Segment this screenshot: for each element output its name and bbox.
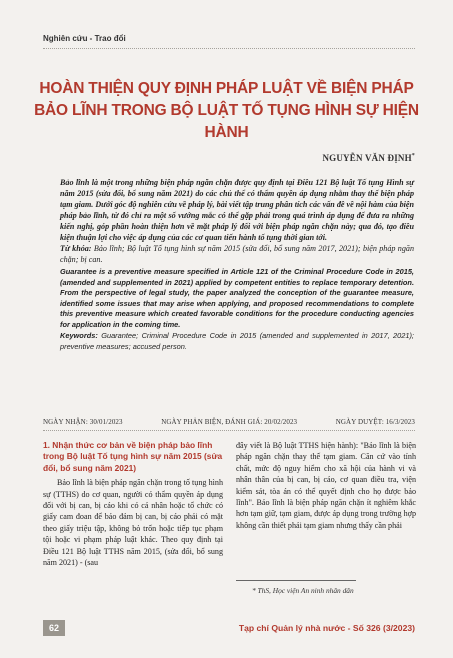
keywords-english [60,331,414,352]
dates-divider [43,430,415,431]
keywords-english-text: Guarantee; Criminal Procedure Code in 2015 (amended and supplemented in 2017, 2021); preventive measures; accused person. [60,331,414,351]
body-column-left [43,440,223,568]
date-approved: NGÀY DUYỆT: 16/3/2023 [335,418,415,426]
footnote: * ThS, Học viện An ninh nhân dân [252,586,354,595]
author-name-text: NGUYỄN VĂN ĐỊNH [322,153,412,163]
header-divider [43,48,415,49]
article-title [30,78,423,144]
body-column-right [236,440,416,531]
abstract-english: Guarantee is a preventive measure specified in Article 121 of the Criminal Procedure Code in 2015, (amended and supplemented in 2021) applied by competent entities to replace temporary detention. From the perspective of legal study, the paper analyzed the conception of the guarantee measure, identified some issues that may arise when applying, and proposed recommendations to complete this preventive measure which created favorable conditions for the procedure conducting agencies for application in the coming time. [60,267,414,329]
author-footnote-mark: * [411,153,415,159]
section-heading: 1. Nhận thức cơ bản về biện pháp bảo lĩnh trong Bộ luật Tố tụng hình sự năm 2015 (sửa đổi, bổ sung năm 2021) [43,440,223,473]
footnote-divider [236,580,356,581]
abstract-vietnamese: Bảo lĩnh là một trong những biện pháp ngăn chặn được quy định tại Điều 121 Bộ luật Tố tụng Hình sự năm 2015 (sửa đổi, bổ sung năm 2021) do các chủ thể có thẩm quyền áp dụng nhằm thay thế biện pháp tạm giam. Dưới góc độ nghiên cứu về pháp lý, bài viết tập trung phân tích các vấn đề về nội hàm của biện pháp bảo lĩnh, từ đó chỉ ra một số vướng mắc có thể gặp phải trong quá trình áp dụng để đưa ra những kiến nghị, góp phần hoàn thiện hơn về mặt pháp lý đối với biện pháp ngăn chặn này; qua đó, tạo điều kiện thuận lợi cho việc áp dụng của các cơ quan tiến hành tố tụng thời gian tới. [60,178,414,242]
keywords-vietnamese [60,244,414,266]
keywords-vietnamese-label: Từ khóa: [60,244,92,254]
article-dates [43,418,415,426]
journal-name: Tạp chí Quản lý nhà nước - Số 326 (3/2023) [238,623,415,633]
keywords-english-label: Keywords: [60,331,98,341]
body-paragraph-left: Bảo lĩnh là biện pháp ngăn chặn trong tố tụng hình sự (TTHS) do cơ quan, người có thẩm quyền áp dụng đối với bị can, bị cáo khi có cá nhân hoặc tổ chức có giấy cam đoan để bảo đảm bị can, bị cáo phải có mặt theo giấy triệu tập, không bỏ trốn hoặc tiếp tục phạm tội hoặc vi phạm pháp luật khác. Theo quy định tại Điều 121 Bộ luật TTHS năm 2015, (sửa đổi, bổ sung năm 2021) - (sau [43,478,223,568]
keywords-vietnamese-text: Bảo lĩnh; Bộ luật Tố tụng hình sự năm 2015 (sửa đổi, bổ sung năm 2017, 2021); biện pháp ngăn chặn; bị can. [60,244,414,265]
body-paragraph-right: đây viết là Bộ luật TTHS hiện hành): "Bảo lĩnh là biện pháp ngăn chặn thay thế tạm giam. Căn cứ vào tính chất, mức độ nguy hiểm cho xã hội của hành vi và nhân thân của bị can, bị cáo, cơ quan điều tra, viện kiểm sát, tòa án có thể quyết định cho họ được bảo lĩnh". Bảo lĩnh là biện pháp ngăn chặn ít nghiêm khắc hơn tạm giữ, tạm giam, được áp dụng trong trường hợp không cần thiết phải tạm giam nhưng thấy cần phải [236,441,416,530]
article-title-line-2: BẢO LĨNH TRONG BỘ LUẬT TỐ TỤNG HÌNH SỰ HIỆN HÀNH [34,102,419,141]
article-title-line-1: HOÀN THIỆN QUY ĐỊNH PHÁP LUẬT VỀ BIỆN PHÁP [39,80,414,97]
abstract-block [60,178,414,352]
date-reviewed: NGÀY PHẢN BIỆN, ĐÁNH GIÁ: 20/02/2023 [161,418,298,426]
date-received: NGÀY NHẬN: 30/01/2023 [43,418,123,426]
section-label: Nghiên cứu - Trao đổi [43,34,126,43]
page-number: 62 [43,620,65,636]
author-name [322,153,415,163]
